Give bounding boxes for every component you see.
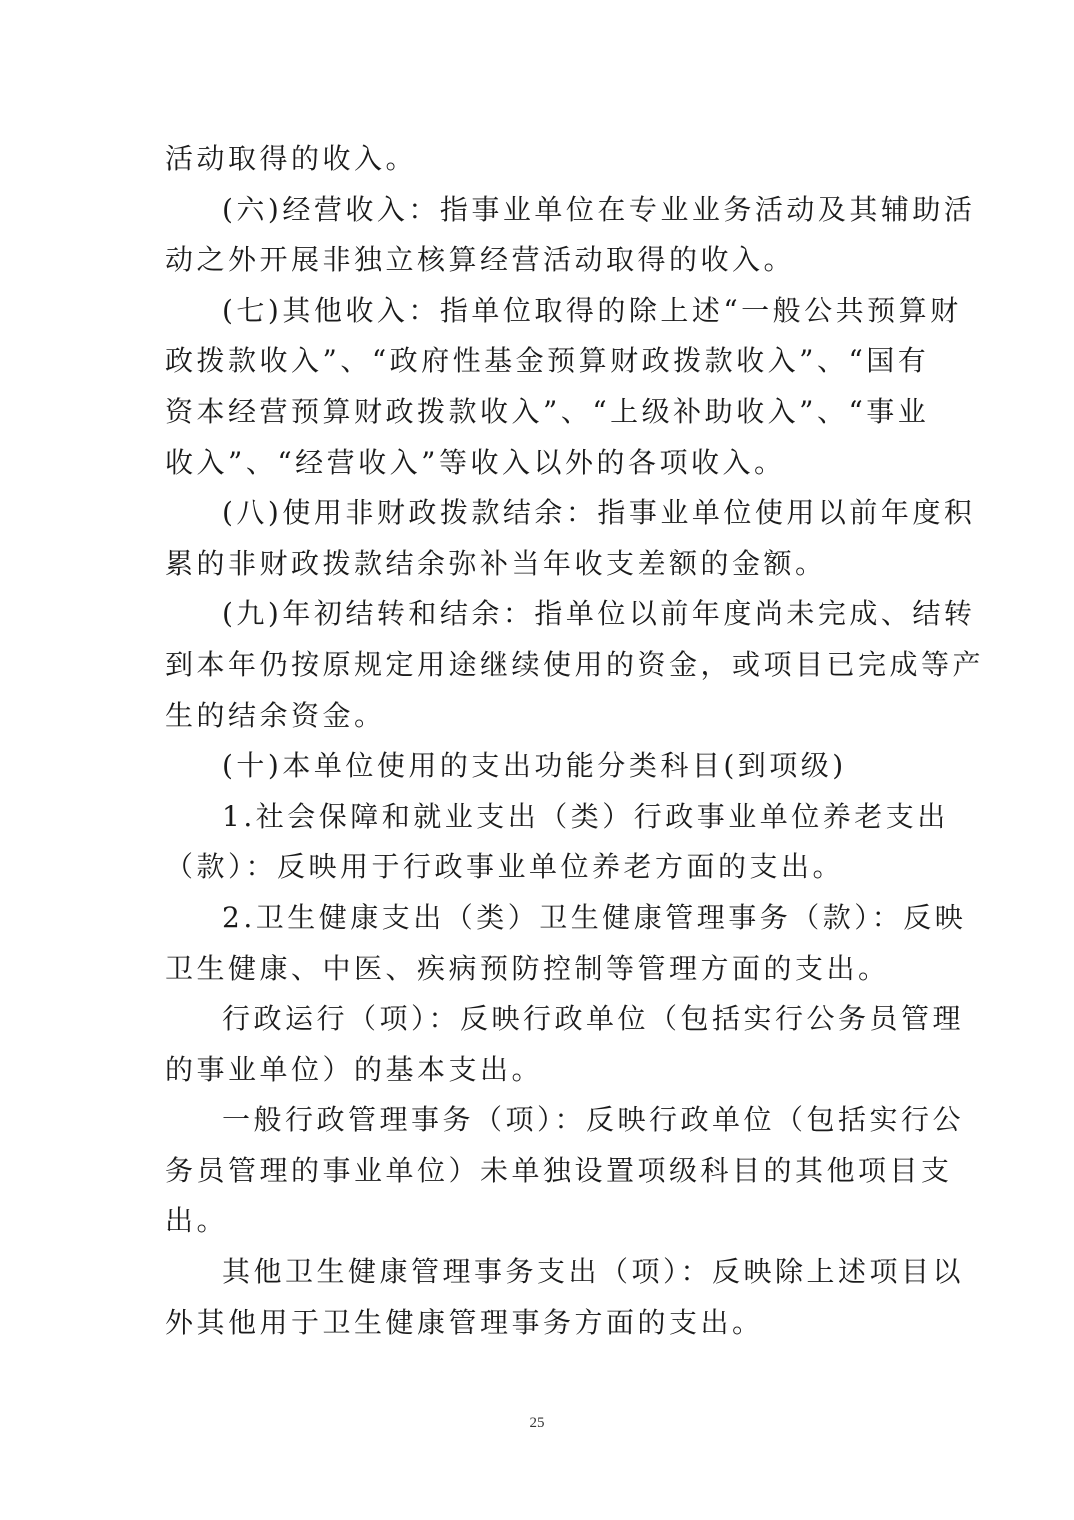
text-line: （款）：反映用于行政事业单位养老方面的支出。 xyxy=(165,850,845,884)
text-line: 行政运行（项）：反映行政单位（包括实行公务员管理 xyxy=(222,1002,965,1036)
text-line: 务员管理的事业单位）未单独设置项级科目的其他项目支 xyxy=(165,1153,953,1187)
text-line: 活动取得的收入。 xyxy=(165,142,418,175)
text-line: 外其他用于卫生健康管理事务方面的支出。 xyxy=(165,1305,764,1339)
text-line: (十)本单位使用的支出功能分类科目(到项级) xyxy=(222,749,847,783)
text-line: 其他卫生健康管理事务支出（项）：反映除上述项目以 xyxy=(222,1255,965,1289)
text-line: 资本经营预算财政拨款收入”、“上级补助收入”、“事业 xyxy=(165,394,930,428)
text-line: (七)其他收入：指单位取得的除上述“一般公共预算财 xyxy=(222,293,962,327)
text-line: 政拨款收入”、“政府性基金预算财政拨款收入”、“国有 xyxy=(165,344,930,378)
text-line: 到本年仍按原规定用途继续使用的资金，或项目已完成等产 xyxy=(165,647,985,681)
text-line: (六)经营收入：指事业单位在专业业务活动及其辅助活 xyxy=(222,192,976,226)
text-line: 一般行政管理事务（项）：反映行政单位（包括实行公 xyxy=(222,1103,965,1137)
text-line: 的事业单位）的基本支出。 xyxy=(165,1052,544,1086)
page-number: 25 xyxy=(529,1415,545,1431)
text-line: 累的非财政拨款结余弥补当年收支差额的金额。 xyxy=(165,546,827,580)
text-line: 动之外开展非独立核算经营活动取得的收入。 xyxy=(165,243,796,277)
body-text xyxy=(165,134,985,1348)
text-line: 1.社会保障和就业支出（类）行政事业单位养老支出 xyxy=(222,799,949,833)
text-line: 生的结余资金。 xyxy=(165,698,386,732)
text-line: 出。 xyxy=(165,1204,229,1238)
text-line: (九)年初结转和结余：指单位以前年度尚未完成、结转 xyxy=(222,597,976,631)
text-line: 收入”、“经营收入”等收入以外的各项收入。 xyxy=(165,445,786,479)
text-line: 2.卫生健康支出（类）卫生健康管理事务（款）：反映 xyxy=(222,900,967,934)
text-line: 卫生健康、中医、疾病预防控制等管理方面的支出。 xyxy=(165,951,890,985)
text-line: (八)使用非财政拨款结余：指事业单位使用以前年度积 xyxy=(222,496,976,530)
